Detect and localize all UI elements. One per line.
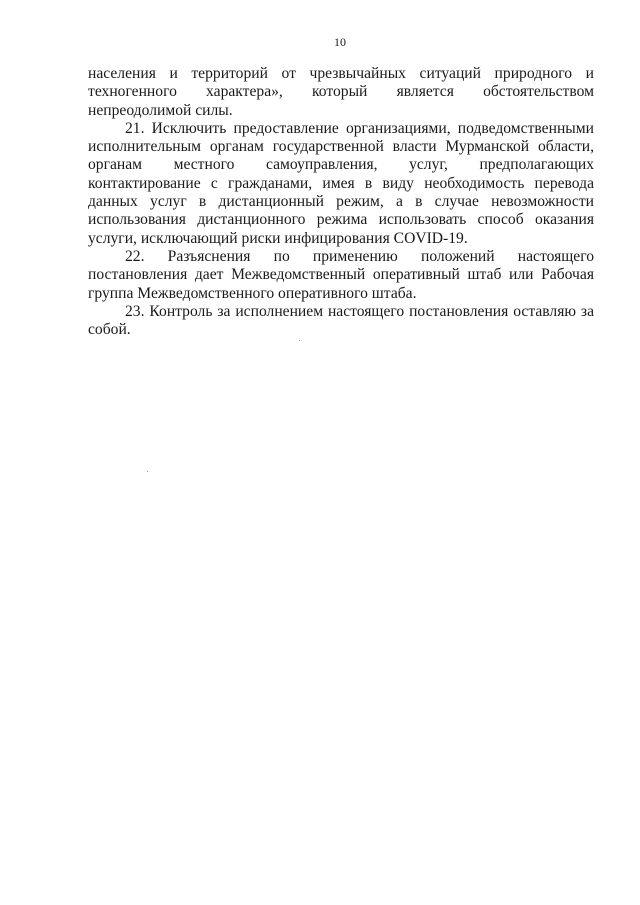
page-number: 10: [334, 35, 346, 49]
paragraph-item-23: 23. Контроль за исполнением настоящего постановления оставляю за собой.: [88, 302, 594, 339]
paragraph-item-21: 21. Исключить предоставление организациями, подведомственными исполнительным органам государственной власти Мурманской области, органам местного самоуправления, услуг, предполагающих контактирование с гражданами, имея в виду необходимость перевода данных услуг в дистанционный режим, а в случае невозможности использования дистанционного режима использовать способ оказания услуги, исключающий риски инфицирования COVID-19.: [88, 119, 594, 247]
scan-speck: [299, 340, 300, 341]
paragraph-continuation: населения и территорий от чрезвычайных ситуаций природного и техногенного характера», который является обстоятельством непреодолимой силы.: [88, 65, 594, 119]
paragraph-item-22: 22. Разъяснения по применению положений настоящего постановления дает Межведомственный оперативный штаб или Рабочая группа Межведомственного оперативного штаба.: [88, 247, 594, 302]
document-body: [88, 65, 594, 339]
scan-speck: [147, 471, 148, 472]
